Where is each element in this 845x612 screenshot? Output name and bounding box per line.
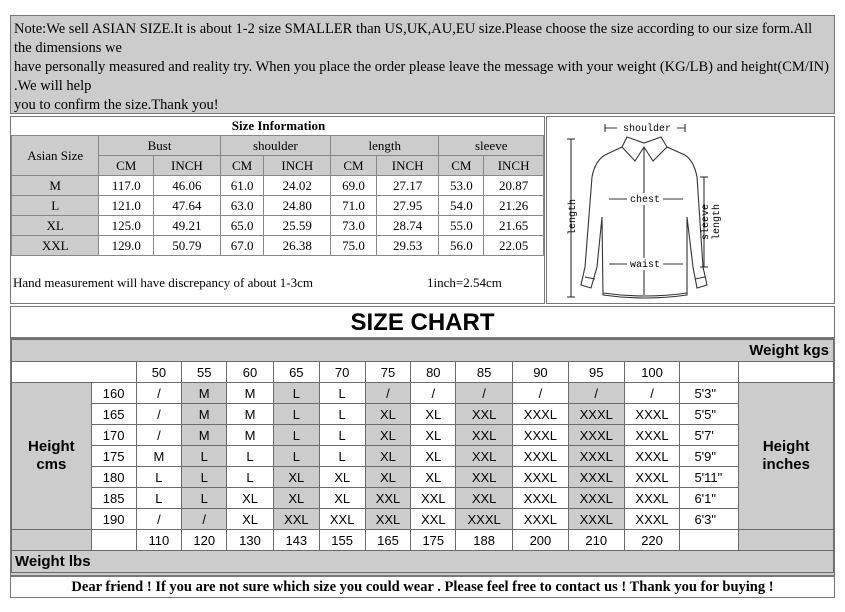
size-cell: L	[227, 467, 274, 488]
measurement-cell: 49.21	[154, 216, 221, 236]
size-cell: XL	[227, 509, 274, 530]
weight-lb-value: 130	[227, 530, 274, 551]
size-cell: XXXL	[568, 509, 624, 530]
size-cell: XXXL	[624, 446, 680, 467]
size-cell: XL	[319, 488, 365, 509]
unit-cm: CM	[331, 156, 377, 176]
size-label: XXL	[12, 236, 99, 256]
measurement-cell: 21.26	[484, 196, 544, 216]
height-cms-label: Height cms	[12, 383, 92, 530]
measurement-cell: 27.95	[376, 196, 439, 216]
weight-lb-value: 220	[624, 530, 680, 551]
size-cell: /	[624, 383, 680, 404]
size-cell: L	[273, 383, 319, 404]
measurement-cell: 56.0	[439, 236, 484, 256]
size-cell: XXXL	[568, 488, 624, 509]
weight-kg-value: 80	[411, 362, 456, 383]
measurement-cell: 21.65	[484, 216, 544, 236]
height-cm-value: 180	[91, 467, 136, 488]
size-cell: XXXL	[624, 425, 680, 446]
weight-kg-value: 90	[513, 362, 569, 383]
size-cell: XXXL	[513, 488, 569, 509]
size-cell: /	[568, 383, 624, 404]
measurement-cell: 47.64	[154, 196, 221, 216]
size-cell: M	[227, 404, 274, 425]
size-cell: /	[136, 404, 182, 425]
measurement-cell: 121.0	[99, 196, 154, 216]
weight-kg-value: 85	[456, 362, 513, 383]
weight-kg-value: 60	[227, 362, 274, 383]
size-information-table	[11, 135, 544, 256]
size-chart	[10, 338, 835, 576]
shirt-measurement-diagram	[546, 116, 835, 304]
size-cell: XL	[411, 446, 456, 467]
unit-cm: CM	[99, 156, 154, 176]
size-cell: /	[136, 509, 182, 530]
size-cell: XL	[411, 425, 456, 446]
size-cell: XXXL	[513, 404, 569, 425]
weight-lb-value: 155	[319, 530, 365, 551]
size-cell: M	[227, 425, 274, 446]
sleeve-length-label: length	[712, 203, 723, 241]
measurement-cell: 24.80	[264, 196, 331, 216]
size-cell: /	[182, 509, 227, 530]
measurement-cell: 54.0	[439, 196, 484, 216]
size-cell: XXXL	[513, 467, 569, 488]
height-inch-value: 5'11"	[680, 467, 739, 488]
unit-cm: CM	[439, 156, 484, 176]
size-chart-row	[12, 488, 834, 509]
size-cell: XXL	[456, 446, 513, 467]
weight-kg-value: 65	[273, 362, 319, 383]
size-cell: XL	[411, 467, 456, 488]
height-inch-value: 5'9"	[680, 446, 739, 467]
length-header: length	[331, 136, 439, 156]
size-information-panel	[10, 116, 545, 304]
measurement-cell: 46.06	[154, 176, 221, 196]
size-info-row	[12, 236, 544, 256]
size-cell: XXXL	[624, 488, 680, 509]
size-cell: M	[227, 383, 274, 404]
size-cell: /	[136, 383, 182, 404]
size-cell: XL	[411, 404, 456, 425]
shoulder-label: shoulder	[622, 124, 672, 135]
measurement-cell: 27.17	[376, 176, 439, 196]
measurement-cell: 125.0	[99, 216, 154, 236]
size-cell: L	[182, 446, 227, 467]
length-label: length	[568, 198, 579, 236]
measurement-cell: 73.0	[331, 216, 377, 236]
measurement-cell: 75.0	[331, 236, 377, 256]
size-cell: XXXL	[568, 446, 624, 467]
size-cell: L	[273, 404, 319, 425]
size-chart-row	[12, 446, 834, 467]
note-line: Note:We sell ASIAN SIZE.It is about 1-2 size SMALLER than US,UK,AU,EU size.Please choose the size according to our size form.All the dimensions we	[14, 21, 813, 56]
shirt-illustration	[547, 117, 834, 303]
size-cell: XXL	[456, 404, 513, 425]
size-cell: L	[136, 467, 182, 488]
inch-conversion: 1inch=2.54cm	[427, 275, 502, 290]
size-cell: L	[319, 446, 365, 467]
size-cell: XXXL	[624, 467, 680, 488]
weight-lb-value: 188	[456, 530, 513, 551]
size-cell: XL	[365, 467, 411, 488]
measurement-cell: 63.0	[220, 196, 264, 216]
unit-inch: INCH	[484, 156, 544, 176]
size-cell: XL	[227, 488, 274, 509]
weight-lb-value: 165	[365, 530, 411, 551]
size-cell: M	[182, 383, 227, 404]
weight-lb-value: 120	[182, 530, 227, 551]
weight-kgs-label: Weight kgs	[749, 342, 829, 359]
size-cell: L	[319, 383, 365, 404]
size-cell: L	[182, 488, 227, 509]
size-chart-row	[12, 467, 834, 488]
note-line: have personally measured and reality try. When you place the order please leave the message with your weight (KG/LB) and height(CM/IN) .We will help	[14, 59, 829, 94]
size-cell: L	[319, 404, 365, 425]
size-cell: XXXL	[568, 404, 624, 425]
size-cell: XXL	[365, 488, 411, 509]
measurement-cell: 117.0	[99, 176, 154, 196]
size-cell: XXXL	[513, 509, 569, 530]
size-chart-row	[12, 383, 834, 404]
weight-lb-value: 200	[513, 530, 569, 551]
size-cell: XXL	[411, 488, 456, 509]
measurement-cell: 29.53	[376, 236, 439, 256]
weight-kg-value: 50	[136, 362, 182, 383]
height-cm-value: 190	[91, 509, 136, 530]
size-information-title: Size Information	[231, 118, 326, 133]
height-cm-value: 175	[91, 446, 136, 467]
height-cm-value: 165	[91, 404, 136, 425]
weight-kg-value: 75	[365, 362, 411, 383]
measurement-cell: 69.0	[331, 176, 377, 196]
size-cell: XL	[319, 467, 365, 488]
size-cell: M	[182, 404, 227, 425]
size-label: XL	[12, 216, 99, 236]
size-cell: XL	[273, 488, 319, 509]
size-cell: XXXL	[513, 425, 569, 446]
size-cell: XXL	[319, 509, 365, 530]
size-chart-row	[12, 404, 834, 425]
size-chart-table	[11, 339, 834, 573]
size-cell: XXL	[456, 488, 513, 509]
discrepancy-note: Hand measurement will have discrepancy of about 1-3cm	[13, 275, 313, 290]
height-inches-label: Height inches	[739, 383, 834, 530]
measurement-cell: 50.79	[154, 236, 221, 256]
size-cell: XXXL	[624, 509, 680, 530]
size-cell: L	[136, 488, 182, 509]
size-cell: XL	[273, 467, 319, 488]
size-cell: L	[319, 425, 365, 446]
sleeve-label: sleeve	[701, 203, 712, 241]
height-cm-value: 170	[91, 425, 136, 446]
chest-label: chest	[629, 195, 661, 206]
size-cell: XXL	[411, 509, 456, 530]
size-label: M	[12, 176, 99, 196]
size-chart-row	[12, 509, 834, 530]
size-cell: M	[182, 425, 227, 446]
unit-inch: INCH	[154, 156, 221, 176]
size-info-row	[12, 196, 544, 216]
size-cell: /	[456, 383, 513, 404]
size-cell: M	[136, 446, 182, 467]
size-info-row	[12, 176, 544, 196]
size-cell: /	[513, 383, 569, 404]
note-line: you to confirm the size.Thank you!	[14, 97, 219, 113]
measurement-cell: 53.0	[439, 176, 484, 196]
size-cell: XL	[365, 446, 411, 467]
size-cell: XXL	[456, 425, 513, 446]
size-chart-title: SIZE CHART	[10, 306, 835, 338]
measurement-cell: 28.74	[376, 216, 439, 236]
size-cell: L	[273, 446, 319, 467]
weight-lb-value: 110	[136, 530, 182, 551]
weight-lb-value: 143	[273, 530, 319, 551]
measurement-cell: 55.0	[439, 216, 484, 236]
size-note	[10, 15, 835, 114]
size-cell: /	[411, 383, 456, 404]
height-inch-value: 5'7'	[680, 425, 739, 446]
size-cell: /	[136, 425, 182, 446]
height-inch-value: 5'5"	[680, 404, 739, 425]
measurement-cell: 22.05	[484, 236, 544, 256]
measurement-cell: 24.02	[264, 176, 331, 196]
size-cell: /	[365, 383, 411, 404]
unit-inch: INCH	[376, 156, 439, 176]
height-inch-value: 6'1"	[680, 488, 739, 509]
height-cm-value: 185	[91, 488, 136, 509]
size-cell: XXXL	[513, 446, 569, 467]
size-cell: XXL	[273, 509, 319, 530]
measurement-cell: 26.38	[264, 236, 331, 256]
weight-kg-value: 100	[624, 362, 680, 383]
weight-kg-value: 55	[182, 362, 227, 383]
size-cell: XXXL	[456, 509, 513, 530]
size-label: L	[12, 196, 99, 216]
measurement-cell: 20.87	[484, 176, 544, 196]
size-cell: L	[273, 425, 319, 446]
height-cm-value: 160	[91, 383, 136, 404]
size-cell: XXL	[365, 509, 411, 530]
unit-cm: CM	[220, 156, 264, 176]
measurement-cell: 25.59	[264, 216, 331, 236]
measurement-cell: 67.0	[220, 236, 264, 256]
bust-header: Bust	[99, 136, 220, 156]
size-cell: L	[182, 467, 227, 488]
size-cell: XL	[365, 404, 411, 425]
weight-kg-value: 70	[319, 362, 365, 383]
measurement-cell: 61.0	[220, 176, 264, 196]
footer-message: Dear friend ! If you are not sure which size you could wear . Please feel free to contact us ! Thank you for buying !	[10, 576, 835, 598]
size-cell: XXXL	[624, 404, 680, 425]
weight-kg-value: 95	[568, 362, 624, 383]
measurement-cell: 65.0	[220, 216, 264, 236]
unit-inch: INCH	[264, 156, 331, 176]
size-cell: XXXL	[568, 425, 624, 446]
size-cell: XXL	[456, 467, 513, 488]
weight-lbs-label: Weight lbs	[15, 553, 91, 570]
size-info-footnote	[11, 263, 546, 303]
weight-lb-value: 175	[411, 530, 456, 551]
weight-lb-value: 210	[568, 530, 624, 551]
size-info-row	[12, 216, 544, 236]
size-cell: XL	[365, 425, 411, 446]
size-chart-row	[12, 425, 834, 446]
waist-label: waist	[629, 260, 661, 271]
height-inch-value: 5'3"	[680, 383, 739, 404]
size-cell: L	[227, 446, 274, 467]
shoulder-header: shoulder	[220, 136, 330, 156]
height-inch-value: 6'3"	[680, 509, 739, 530]
measurement-cell: 71.0	[331, 196, 377, 216]
asian-size-header: Asian Size	[12, 136, 99, 176]
measurement-cell: 129.0	[99, 236, 154, 256]
size-cell: XXXL	[568, 467, 624, 488]
sleeve-header: sleeve	[439, 136, 544, 156]
